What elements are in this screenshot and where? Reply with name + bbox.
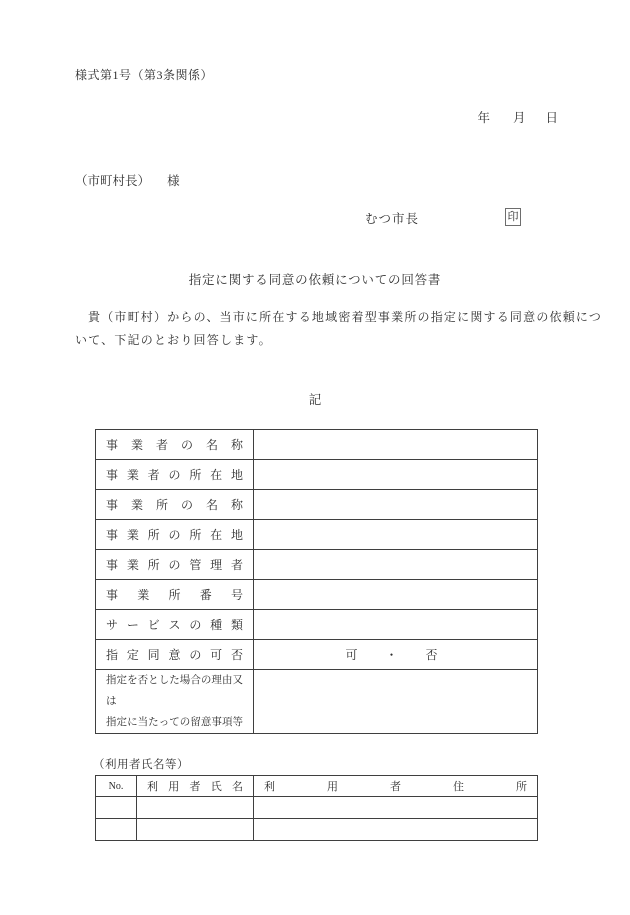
table-row — [96, 550, 538, 580]
table-row — [96, 430, 538, 460]
body-paragraph — [75, 306, 603, 352]
row-value-office-manager[interactable] — [254, 550, 538, 580]
header-no: No. — [96, 776, 137, 797]
user-list-table — [95, 775, 538, 841]
row-label-consent: 指定同意の可否 — [106, 648, 243, 662]
cell-no-2[interactable] — [96, 819, 137, 841]
table-row — [96, 640, 538, 670]
table-row — [96, 580, 538, 610]
user-table-caption: （利用者氏名等） — [93, 759, 189, 771]
table-row — [96, 490, 538, 520]
ki-marker: 記 — [308, 393, 322, 407]
page-title: 指定に関する同意の依頼についての回答書 — [188, 273, 442, 287]
row-value-refusal-reason[interactable] — [254, 670, 538, 734]
row-value-consent-yes-no[interactable]: 可 ・ 否 — [254, 640, 538, 670]
user-table-header-row — [96, 776, 538, 797]
row-label-business-name: 事業者の名称 — [106, 438, 243, 452]
seal-stamp-box: 印 — [505, 208, 521, 226]
row-label-service-type: サービスの種類 — [106, 618, 243, 632]
header-user-address: 利用者住所 — [264, 781, 527, 793]
row-value-office-address[interactable] — [254, 520, 538, 550]
cell-address-1[interactable] — [254, 797, 538, 819]
row-value-office-number[interactable] — [254, 580, 538, 610]
body-line-1: 貴（市町村）からの、当市に所在する地域密着型事業所の指定に関する同意の依頼につ — [88, 310, 603, 324]
row-value-office-name[interactable] — [254, 490, 538, 520]
header-user-name: 利用者氏名 — [147, 781, 243, 793]
row-value-service-type[interactable] — [254, 610, 538, 640]
cell-no-1[interactable] — [96, 797, 137, 819]
row-label-office-manager: 事業所の管理者 — [106, 558, 243, 572]
body-line-2: いて、下記のとおり回答します。 — [75, 333, 272, 347]
row-label-office-name: 事業所の名称 — [106, 498, 243, 512]
table-row — [96, 460, 538, 490]
row-value-business-name[interactable] — [254, 430, 538, 460]
cell-name-1[interactable] — [137, 797, 254, 819]
addressee-label: （市町村長） — [75, 174, 151, 188]
table-row — [96, 670, 538, 734]
day-label: 日 — [545, 111, 558, 125]
response-table — [95, 429, 538, 734]
user-table-row — [96, 797, 538, 819]
row-value-business-address[interactable] — [254, 460, 538, 490]
row-label-refusal-reason-line1: 指定を否とした場合の理由又は — [106, 675, 243, 707]
row-label-refusal-reason-line2: 指定に当たっての留意事項等 — [106, 717, 243, 728]
sender-name: むつ市長 — [365, 212, 420, 226]
addressee-honorific: 様 — [167, 174, 180, 188]
cell-name-2[interactable] — [137, 819, 254, 841]
addressee-line — [75, 171, 180, 189]
row-label-office-address: 事業所の所在地 — [106, 528, 243, 542]
cell-address-2[interactable] — [254, 819, 538, 841]
year-label: 年 — [477, 111, 490, 125]
table-row — [96, 520, 538, 550]
date-line — [477, 108, 558, 126]
row-label-office-number: 事業所番号 — [106, 588, 243, 602]
user-table-row — [96, 819, 538, 841]
row-label-business-address: 事業者の所在地 — [106, 468, 243, 482]
form-number: 様式第1号（第3条関係） — [75, 68, 214, 82]
month-label: 月 — [512, 111, 526, 125]
table-row — [96, 610, 538, 640]
